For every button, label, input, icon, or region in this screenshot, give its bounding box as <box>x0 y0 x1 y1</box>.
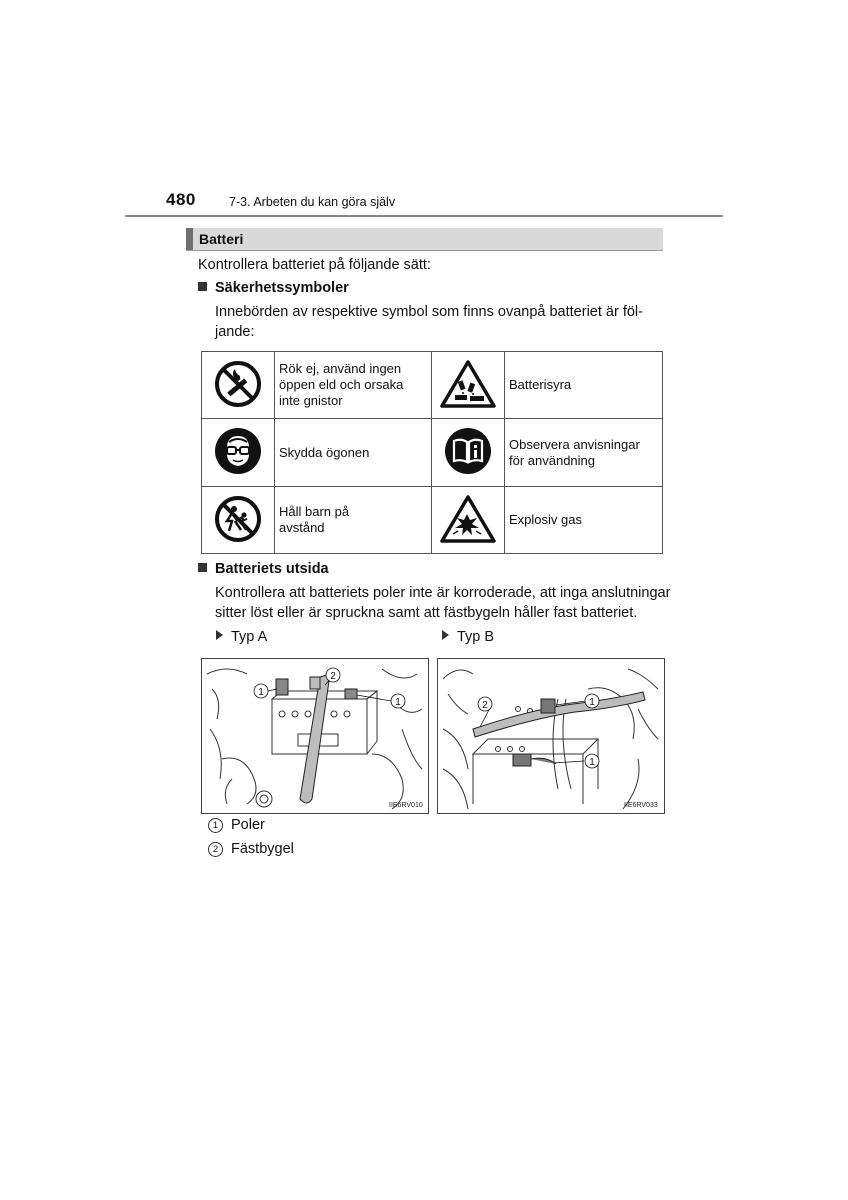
label-line: Observera anvisningar <box>509 436 640 452</box>
battery-illustration-type-b <box>438 659 664 813</box>
symbol-row <box>202 352 663 419</box>
label-line: Rök ej, använd ingen <box>279 361 402 376</box>
symbol-label-battery-acid <box>505 352 663 419</box>
exterior-text-line-1: Kontrollera att batteriets poler inte är korroderade, att inga anslutningar <box>215 585 671 601</box>
bullet-square-icon <box>198 563 207 572</box>
battery-illustration-type-a <box>202 659 428 813</box>
triangle-bullet-icon <box>216 630 223 640</box>
figure-code-b: IIE6RV033 <box>624 802 658 809</box>
safety-symbols-table <box>201 351 663 554</box>
callout-number: 1 <box>589 757 595 768</box>
safety-heading-text: Säkerhetssymboler <box>215 280 349 296</box>
label-line: inte gnistor <box>279 393 343 408</box>
figure-type-b <box>437 658 665 814</box>
label-line: Batterisyra <box>509 377 572 392</box>
callout-number: 1 <box>258 687 264 698</box>
symbol-row <box>202 487 663 554</box>
symbol-cell-keep-children-away <box>202 487 275 554</box>
callout-number: 2 <box>330 671 336 682</box>
legend-label: Fästbygel <box>231 841 294 857</box>
keep-children-away-icon <box>213 494 263 544</box>
label-line: för användning <box>509 452 596 468</box>
eye-protection-icon <box>213 426 263 476</box>
type-a-label <box>216 629 267 645</box>
symbol-row <box>202 419 663 487</box>
exterior-heading-text: Batteriets utsida <box>215 561 329 577</box>
type-b-label <box>442 629 494 645</box>
callout-number: 1 <box>589 697 595 708</box>
label-line: Explosiv gas <box>509 512 582 527</box>
symbol-cell-eye-protection <box>202 419 275 487</box>
explosive-gas-icon <box>439 494 497 544</box>
symbol-label-explosive-gas <box>505 487 663 554</box>
exterior-text-line-2: sitter löst eller är spruckna samt att fästbygeln håller fast batteriet. <box>215 605 638 621</box>
label-line: Skydda ögonen <box>279 444 370 460</box>
no-smoking-icon <box>213 359 263 409</box>
symbol-cell-read-manual <box>432 419 505 487</box>
figure-type-a <box>201 658 429 814</box>
label-line: Håll barn på <box>279 504 350 519</box>
triangle-bullet-icon <box>442 630 449 640</box>
bullet-square-icon <box>198 282 207 291</box>
legend-item-poles <box>208 817 265 833</box>
symbol-cell-no-smoking <box>202 352 275 419</box>
legend-item-bracket <box>208 841 294 857</box>
symbol-label-no-smoking <box>275 352 432 419</box>
symbol-cell-explosive-gas <box>432 487 505 554</box>
section-title-bar <box>186 228 663 250</box>
safety-heading <box>198 280 349 296</box>
safety-text-line-1: Innebörden av respektive symbol som finns ovanpå batteriet är föl- <box>215 304 643 320</box>
legend-number: 1 <box>208 818 223 833</box>
section-title: Batteri <box>199 231 244 247</box>
figure-code-a: IIE6RV010 <box>389 802 423 809</box>
header-divider <box>125 215 723 217</box>
callout-number: 1 <box>395 697 401 708</box>
symbol-label-keep-children-away <box>275 487 432 554</box>
chapter-title: 7-3. Arbeten du kan göra själv <box>229 195 396 209</box>
section-intro: Kontrollera batteriet på följande sätt: <box>198 257 431 273</box>
page-number: 480 <box>166 190 196 209</box>
symbol-cell-battery-acid <box>432 352 505 419</box>
battery-acid-icon <box>439 359 497 409</box>
legend-label: Poler <box>231 817 265 833</box>
label-line: avstånd <box>279 520 325 535</box>
safety-text-line-2: jande: <box>215 324 255 340</box>
label-line: öppen eld och orsaka <box>279 377 404 392</box>
callout-number: 2 <box>482 700 488 711</box>
legend-number: 2 <box>208 842 223 857</box>
type-b-text: Typ B <box>457 629 495 645</box>
exterior-heading <box>198 561 329 577</box>
type-a-text: Typ A <box>231 629 268 645</box>
symbol-label-eye-protection <box>275 419 432 487</box>
read-manual-icon <box>443 426 493 476</box>
symbol-label-read-manual <box>505 419 663 487</box>
section-bar-underline <box>186 250 663 251</box>
